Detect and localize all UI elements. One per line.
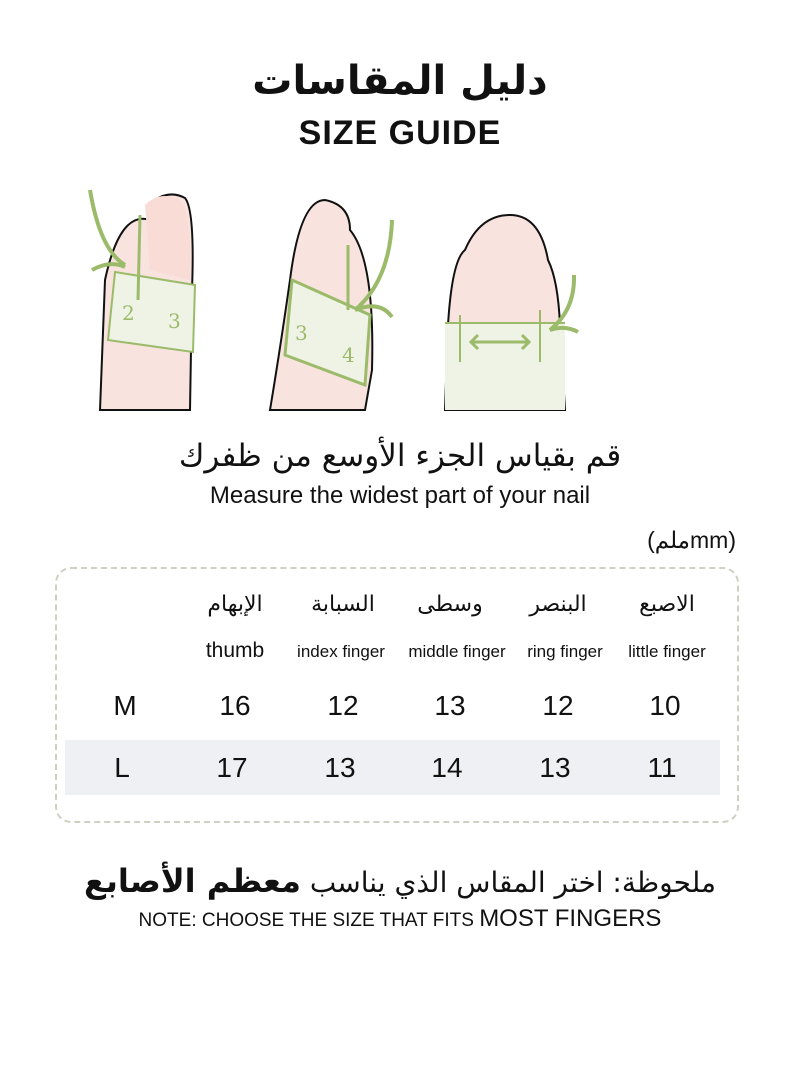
ruler-label: 3 (295, 321, 308, 345)
column-header-en: index finger (297, 642, 385, 661)
column-header-ar: السبابة (311, 592, 375, 617)
unit-label: (ملمmm) (647, 527, 736, 553)
finger-1-illustration (90, 190, 195, 410)
table-cell: 12 (327, 690, 359, 721)
column-header-ar: البنصر (529, 592, 587, 617)
note-en-emphasis: MOST FINGERS (479, 905, 662, 932)
ruler-label: 3 (168, 309, 181, 333)
table-cell: 17 (216, 752, 248, 783)
column-header-en: thumb (205, 639, 265, 662)
title-english: SIZE GUIDE (298, 114, 502, 152)
table-cell: 11 (647, 752, 677, 783)
ruler-label: 4 (342, 343, 355, 367)
table-cell: 12 (542, 690, 574, 721)
table-cell: 16 (219, 690, 251, 721)
title-arabic: دليل المقاسات (252, 58, 548, 104)
note-ar-emphasis: معظم الأصابع (84, 862, 301, 900)
row-size-label: L (114, 752, 130, 783)
note-arabic (0, 862, 800, 900)
table-cell: 13 (434, 690, 466, 721)
finger-3-illustration (445, 215, 578, 410)
instruction-arabic: قم بقياس الجزء الأوسع من ظفرك (178, 438, 622, 474)
table-cell: 14 (431, 752, 463, 783)
column-header-en: middle finger (408, 642, 506, 661)
column-header-ar: الإبهام (207, 592, 263, 617)
note-english (0, 905, 800, 933)
column-header-ar: الاصبع (639, 592, 695, 617)
row-size-label: M (113, 690, 137, 721)
table-cell: 13 (324, 752, 356, 783)
note-en-prefix: NOTE: CHOOSE THE SIZE THAT FITS (138, 910, 474, 931)
column-header-ar: وسطى (417, 592, 483, 617)
column-header-en: little finger (628, 642, 706, 661)
ruler-label: 2 (122, 301, 135, 325)
finger-2-illustration (270, 200, 392, 410)
column-header-en: ring finger (527, 642, 603, 661)
note-ar-prefix: ملحوظة: اختر المقاس الذي يناسب (309, 866, 716, 899)
measurement-illustration (80, 170, 720, 420)
instruction-english: Measure the widest part of your nail (209, 482, 591, 509)
table-cell: 13 (539, 752, 571, 783)
table-cell: 10 (649, 690, 681, 721)
